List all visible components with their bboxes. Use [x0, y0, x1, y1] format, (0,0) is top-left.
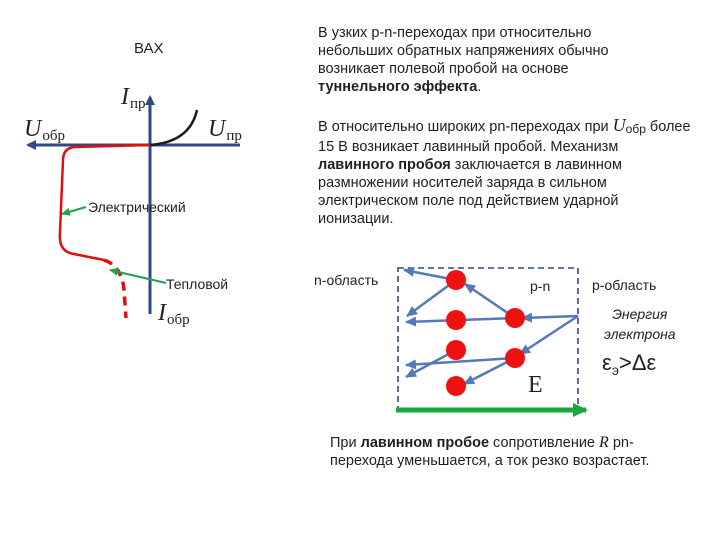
- u-forward-label: $U_{пр}$: [208, 116, 242, 144]
- p-region-label: p-область: [592, 277, 657, 293]
- electric-breakdown-label: Электрический: [88, 199, 186, 215]
- electron-energy-label: Энергия электрона: [604, 306, 676, 342]
- n-region-label: n-область: [314, 272, 379, 288]
- electron-paths: [404, 270, 578, 384]
- pn-label: p-n: [530, 278, 551, 294]
- electrons: [446, 270, 525, 396]
- paragraph-resistance: При лавинном пробое сопротивление R pn-перехода уменьшается, а ток резко возрастает.: [330, 434, 650, 469]
- i-forward-label: $I_{пр}$: [121, 84, 146, 112]
- field-symbol: E: [528, 372, 543, 398]
- energy-inequality: $\varepsilon_э>\Delta\varepsilon$: [602, 350, 657, 378]
- thermal-breakdown-label: Тепловой: [166, 276, 229, 292]
- vax-title: ВАХ: [134, 40, 164, 57]
- forward-curve: [150, 110, 197, 145]
- thermal-pointer: [110, 270, 166, 283]
- u-reverse-label: $U_{обр}$: [24, 116, 65, 144]
- thermal-breakdown-curve: [104, 260, 126, 318]
- i-reverse-label: $I_{обр}$: [158, 300, 190, 328]
- paragraph-avalanche: В относительно широких pn-переходах при Uобр более 15 В возникает лавинный пробой. Механизм лавинного пробоя заключается в лавинном размножении носителей заряда в сильном электрическом поле под действием ударной ионизации.: [318, 115, 691, 227]
- electric-pointer: [62, 207, 86, 214]
- pn-junction-box: [398, 268, 578, 410]
- paragraph-tunnel: В узких p-n-переходах при относительно небольших обратных напряжениях обычно возникает полевой пробой на основе туннельного эффекта.: [318, 25, 609, 95]
